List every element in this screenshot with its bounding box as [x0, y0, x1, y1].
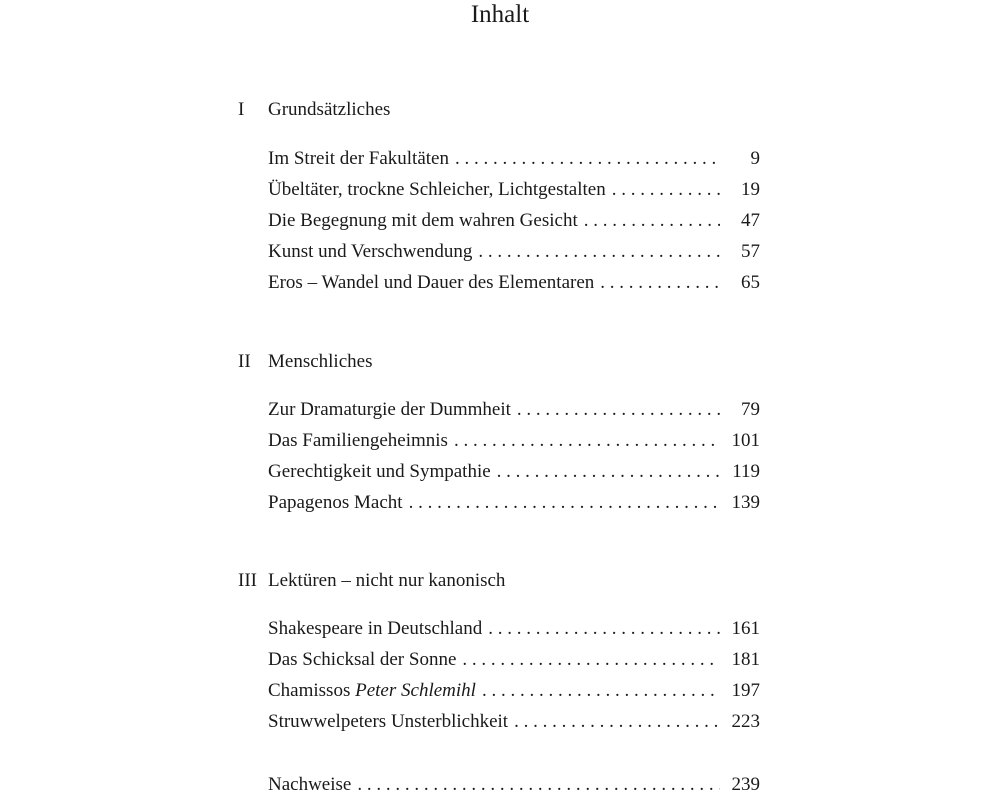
toc-entry-title: Die Begegnung mit dem wahren Gesicht	[268, 210, 578, 231]
dot-leader	[517, 397, 720, 423]
dot-leader	[584, 208, 720, 234]
section-heading-1	[238, 98, 778, 122]
toc-entry-title: Zur Dramaturgie der Dummheit	[268, 399, 511, 420]
toc-entry-page: 47	[741, 210, 760, 231]
toc-entry-title: Gerechtigkeit und Sympathie	[268, 461, 491, 482]
dot-leader	[478, 239, 720, 265]
section-numeral: III	[238, 570, 257, 591]
toc-entry[interactable]	[268, 397, 760, 423]
dot-leader	[600, 270, 720, 296]
toc-entry-title: Das Schicksal der Sonne	[268, 649, 457, 670]
dot-leader	[488, 616, 720, 642]
dot-leader	[454, 428, 720, 454]
toc-entry-title	[268, 678, 482, 704]
toc-entry-page: 9	[750, 148, 760, 169]
toc-entry-page: 101	[731, 430, 760, 451]
dot-leader	[462, 647, 720, 673]
dot-leader	[514, 709, 720, 735]
dot-leader	[455, 146, 720, 172]
section-numeral: I	[238, 99, 245, 120]
toc-entry[interactable]	[268, 490, 760, 516]
toc-entry-page: 79	[741, 399, 760, 420]
toc-entry-title: Übeltäter, trockne Schleicher, Lichtgestalten	[268, 179, 606, 200]
dot-leader	[497, 459, 720, 485]
toc-entry-title: Shakespeare in Deutschland	[268, 618, 483, 639]
toc-entry-title: Papagenos Macht	[268, 492, 403, 513]
toc-entry[interactable]	[268, 177, 760, 203]
section-heading-3	[238, 569, 778, 593]
toc-entry[interactable]	[268, 208, 760, 234]
toc-entry[interactable]	[268, 459, 760, 485]
toc-entry-page: 161	[731, 618, 760, 639]
toc-entry-title: Eros – Wandel und Dauer des Elementaren	[268, 272, 595, 293]
toc-entry[interactable]	[268, 709, 760, 735]
toc-entry[interactable]	[268, 270, 760, 296]
toc-entry-title-italic: Peter Schlemihl	[355, 680, 476, 701]
toc-entry-title: Im Streit der Fakultäten	[268, 148, 449, 169]
toc-entry-appendix[interactable]	[268, 772, 760, 798]
section-title: Grundsätzliches	[268, 99, 391, 120]
toc-entry-page: 19	[741, 179, 760, 200]
section-numeral: II	[238, 351, 251, 372]
toc-entry[interactable]	[268, 647, 760, 673]
dot-leader	[612, 177, 720, 203]
toc-entry-title: Struwwelpeters Unsterblichkeit	[268, 711, 509, 732]
page-title: Inhalt	[470, 1, 530, 28]
toc-entry-page: 223	[731, 711, 760, 732]
toc-entry-page: 181	[731, 649, 760, 670]
toc-entry-page: 65	[741, 272, 760, 293]
toc-entry-page: 119	[732, 461, 760, 482]
toc-entry[interactable]	[268, 616, 760, 642]
dot-leader	[482, 678, 720, 704]
toc-entry[interactable]	[268, 146, 760, 172]
toc-entry-title: Kunst und Verschwendung	[268, 241, 473, 262]
toc-entry-page: 197	[731, 680, 760, 701]
toc-entry[interactable]	[268, 239, 760, 265]
dot-leader	[357, 772, 720, 798]
toc-entry-page: 57	[741, 241, 760, 262]
toc-entry[interactable]	[268, 678, 760, 704]
section-title: Lektüren – nicht nur kanonisch	[268, 570, 506, 591]
toc-entry-title: Nachweise	[268, 774, 352, 795]
toc-entry-title-prefix: Chamissos	[268, 680, 356, 701]
section-title: Menschliches	[268, 351, 373, 372]
section-heading-2	[238, 350, 778, 374]
toc-entry[interactable]	[268, 428, 760, 454]
dot-leader	[409, 490, 720, 516]
toc-entry-page: 239	[731, 774, 760, 795]
toc-entry-page: 139	[731, 492, 760, 513]
toc-entry-title: Das Familiengeheimnis	[268, 430, 448, 451]
